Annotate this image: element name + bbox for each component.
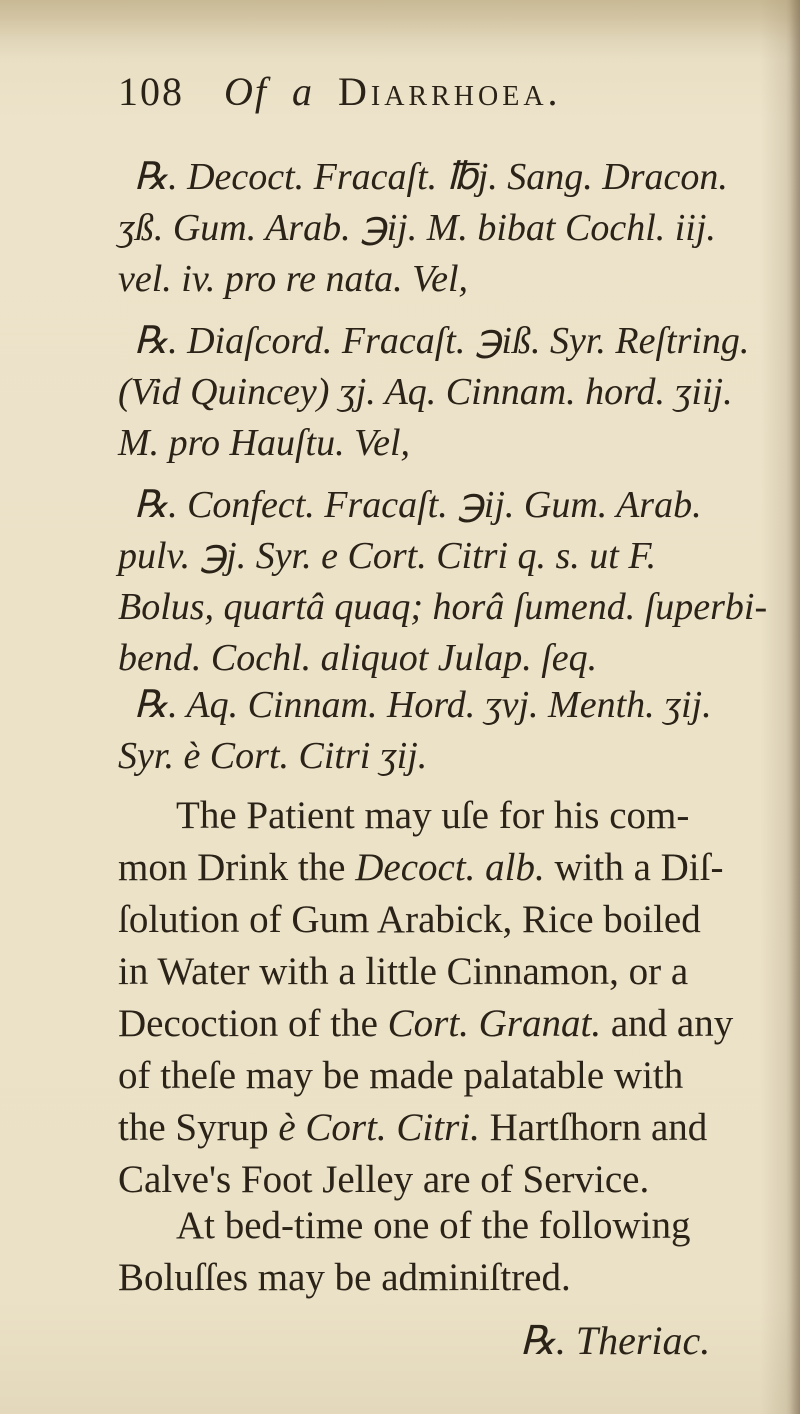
page-number: 108 bbox=[118, 69, 184, 114]
paragraph-bed-time bbox=[118, 1200, 788, 1304]
header-title: Diarrhoea. bbox=[338, 69, 562, 114]
text-run: Calve's Foot Jelley are of Service. bbox=[118, 1158, 650, 1201]
recipe-2-line-2: (Vid Quincey) ʒj. Aq. Cinnam. hord. ʒiij. bbox=[118, 371, 733, 413]
recipe-3-line-1: ℞. Confect. Fracaſt. ℈ij. Gum. Arab. bbox=[134, 484, 702, 526]
paragraph-1-line-6 bbox=[118, 1050, 788, 1102]
text-run: ſolution of Gum Arabick, Rice boiled bbox=[118, 898, 701, 941]
text-run: the Syrup bbox=[118, 1106, 279, 1149]
paragraph-1-line-2 bbox=[118, 842, 788, 894]
recipe-4-line-1: ℞. Aq. Cinnam. Hord. ʒvj. Menth. ʒij. bbox=[134, 684, 712, 726]
paragraph-2-line-2: Boluſſes may be adminiſtred. bbox=[118, 1256, 571, 1299]
text-run: of theſe may be made palatable with bbox=[118, 1054, 684, 1097]
paragraph-2-line-1: At bed-time one of the following bbox=[176, 1204, 691, 1247]
recipe-4-line-2: Syr. è Cort. Citri ʒij. bbox=[118, 735, 428, 777]
text-run: with a Diſ- bbox=[544, 846, 724, 889]
paragraph-patient-drink bbox=[118, 790, 788, 1206]
page-right-shadow bbox=[786, 0, 800, 1414]
italic-term: Cort. Granat. bbox=[387, 1002, 602, 1045]
recipe-1 bbox=[118, 152, 788, 305]
recipe-1-line-2: ʒß. Gum. Arab. ℈ij. M. bibat Cochl. iij. bbox=[118, 207, 716, 249]
text-run: Decoction of the bbox=[118, 1002, 388, 1045]
text-run: mon Drink the bbox=[118, 846, 356, 889]
paragraph-1-line-4 bbox=[118, 946, 788, 998]
recipe-3-line-4: bend. Cochl. aliquot Julap. ſeq. bbox=[118, 637, 598, 679]
text-run: in Water with a little Cinnamon, or a bbox=[118, 950, 689, 993]
italic-term: Decoct. alb. bbox=[355, 846, 545, 889]
paragraph-1-line-3 bbox=[118, 894, 788, 946]
paragraph-1-line-1 bbox=[118, 790, 788, 842]
recipe-3 bbox=[118, 480, 788, 684]
recipe-2-line-1: ℞. Diaſcord. Fracaſt. ℈iß. Syr. Reſtring. bbox=[134, 320, 750, 362]
paragraph-1-line-7 bbox=[118, 1102, 788, 1154]
running-header bbox=[118, 68, 758, 118]
text-run: and any bbox=[601, 1002, 734, 1045]
recipe-3-line-3: Bolus, quartâ quaq; horâ ſumend. ſuperbi- bbox=[118, 586, 768, 628]
final-recipe: ℞. Theriac. bbox=[520, 1318, 711, 1363]
recipe-1-line-3: vel. iv. pro re nata. Vel, bbox=[118, 258, 468, 300]
header-of: Of bbox=[224, 69, 268, 114]
recipe-1-line-1: ℞. Decoct. Fracaſt. ℔j. Sang. Dracon. bbox=[134, 156, 728, 198]
recipe-3-line-2: pulv. ℈j. Syr. e Cort. Citri q. s. ut F. bbox=[118, 535, 657, 577]
italic-term: è Cort. Citri. bbox=[278, 1106, 480, 1149]
paragraph-1-line-8 bbox=[118, 1154, 788, 1206]
text-run: Hartſhorn and bbox=[479, 1106, 708, 1149]
text-run: The Patient may uſe for his com- bbox=[176, 794, 690, 837]
page-top-shadow bbox=[0, 0, 800, 60]
header-a: a bbox=[292, 69, 314, 114]
recipe-4 bbox=[118, 680, 788, 782]
paragraph-1-line-5 bbox=[118, 998, 788, 1050]
recipe-2-line-3: M. pro Hauſtu. Vel, bbox=[118, 422, 411, 464]
recipe-2 bbox=[118, 316, 788, 469]
